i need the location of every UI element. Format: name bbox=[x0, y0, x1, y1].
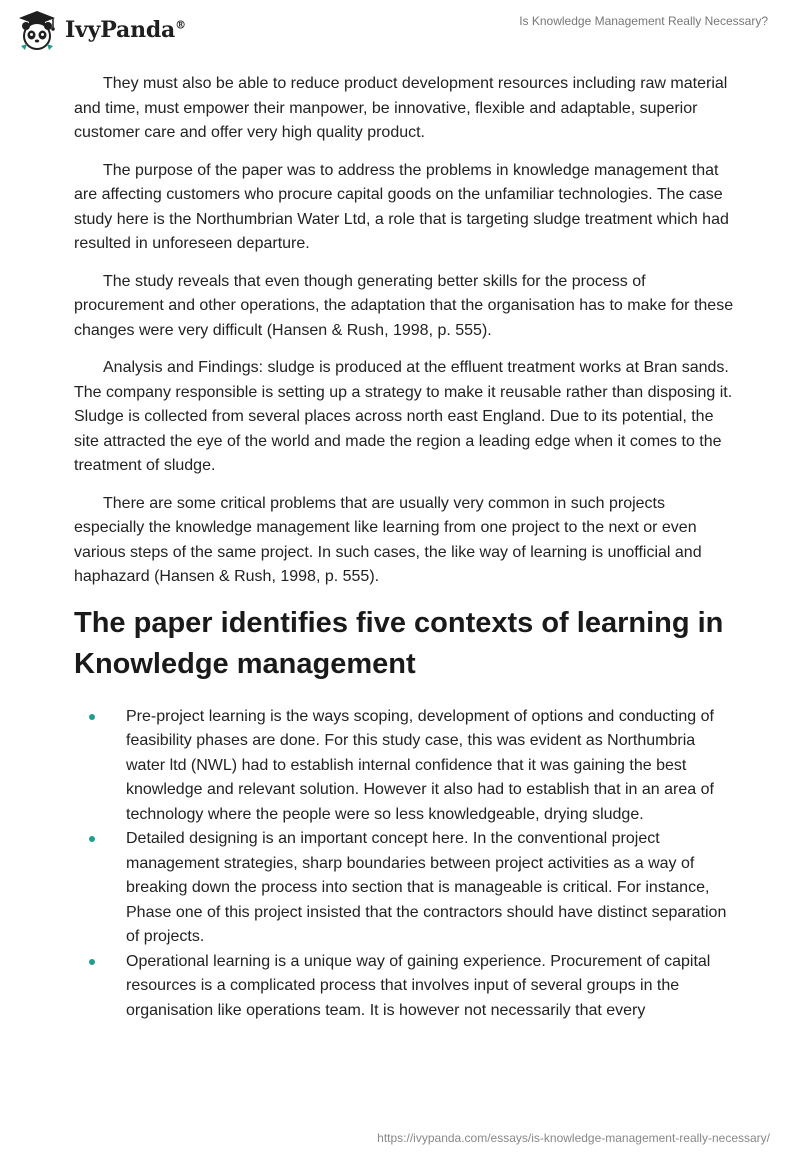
page-header bbox=[0, 0, 800, 68]
bullet-dot-icon bbox=[89, 959, 95, 965]
essay-content bbox=[74, 72, 734, 1023]
bullet-dot-icon bbox=[89, 836, 95, 842]
page-title: Is Knowledge Management Really Necessary? bbox=[519, 14, 768, 28]
panda-graduate-icon bbox=[15, 8, 59, 52]
paragraph: There are some critical problems that are usually very common in such projects especially the knowledge management like learning from one project to the next or even various steps of the same project. In such cases, the like way of learning is unofficial and haphazard (Hansen & Rush, 1998, p. 555). bbox=[74, 494, 702, 585]
paragraph: The purpose of the paper was to address the problems in knowledge management that are affecting customers who procure capital goods on the unfamiliar technologies. The case study here is the Northumbrian Water Ltd, a role that is targeting sludge treatment which had resulted in unforeseen departure. bbox=[74, 161, 729, 252]
brand-name: IvyPanda® bbox=[65, 17, 186, 43]
paragraph: The study reveals that even though generating better skills for the process of procurement and other operations, the adaptation that the organisation has to make for these changes were very difficult (Hansen & Rush, 1998, p. 555). bbox=[74, 272, 734, 339]
source-url[interactable]: https://ivypanda.com/essays/is-knowledge-management-really-necessary/ bbox=[377, 1131, 770, 1145]
brand-logo[interactable] bbox=[15, 8, 186, 52]
list-item-text: Pre-project learning is the ways scoping, development of options and conducting of feasibility phases are done. For this study case, this was evident as Northumbria water ltd (NWL) had to establish internal confidence that it was gaining the best knowledge and relevant solution. However it also had to establish that in an area of technology where the people were so less knowledgeable, drying sludge. bbox=[126, 707, 714, 823]
paragraph: Analysis and Findings: sludge is produced at the effluent treatment works at Bran sands. The company responsible is setting up a strategy to make it reusable rather than disposing it. Sludge is collected from several places across north east England. Due to its potential, the site attracted the eye of the world and made the region a leading edge when it comes to the treatment of sludge. bbox=[74, 359, 733, 474]
section-heading: The paper identifies five contexts of learning in Knowledge management bbox=[74, 606, 724, 680]
list-item bbox=[74, 827, 734, 950]
bullet-dot-icon bbox=[89, 714, 95, 720]
list-item bbox=[74, 705, 734, 828]
list-item-text: Operational learning is a unique way of gaining experience. Procurement of capital resources is a complicated process that involves input of several groups in the organisation like operations team. It is however not necessarily that every bbox=[126, 952, 711, 1019]
list-item bbox=[74, 950, 734, 1024]
bullet-list bbox=[74, 705, 734, 1024]
list-item-text: Detailed designing is an important concept here. In the conventional project management strategies, sharp boundaries between project activities as a way of breaking down the process into section that is manageable is critical. For instance, Phase one of this project insisted that the contractors should have distinct separation of projects. bbox=[126, 830, 727, 945]
paragraph: They must also be able to reduce product development resources including raw material and time, must empower their manpower, be innovative, flexible and adaptable, superior customer care and offer very high quality product. bbox=[74, 75, 728, 141]
